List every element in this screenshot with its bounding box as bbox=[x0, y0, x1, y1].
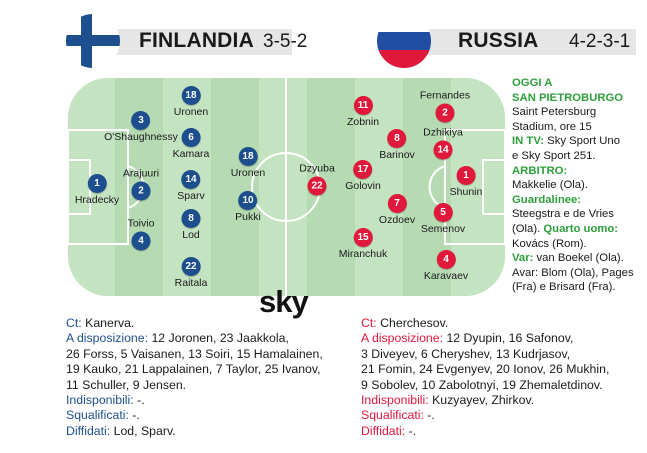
player-name: Dzyuba bbox=[299, 162, 335, 175]
away-disp-line-2: 3 Diveyev, 6 Cheryshev, 13 Kudrjasov, bbox=[361, 346, 571, 361]
player-number: 8 bbox=[387, 129, 406, 148]
ct-value: Cherchesov. bbox=[376, 316, 449, 330]
guardalinee-line-2 bbox=[512, 222, 644, 237]
player-number: 1 bbox=[456, 166, 475, 185]
squal-label: Squalificati: bbox=[361, 408, 424, 423]
player-number: 10 bbox=[239, 191, 258, 210]
oggi-label: OGGI A bbox=[512, 77, 553, 89]
away-player bbox=[379, 129, 415, 161]
away-diff-line bbox=[361, 424, 609, 439]
player-number: 22 bbox=[308, 177, 327, 196]
away-player bbox=[423, 126, 463, 160]
oggi-city: SAN PIETROBURGO bbox=[512, 91, 624, 104]
indisp-value: Kuzyayev, Zhirkov. bbox=[428, 393, 535, 408]
home-player bbox=[75, 174, 119, 206]
away-squal-line bbox=[361, 408, 609, 423]
squal-value: -. bbox=[423, 408, 435, 423]
player-name: Barinov bbox=[379, 149, 415, 161]
diff-value: Lod, Sparv. bbox=[110, 423, 176, 438]
finland-flag-icon bbox=[66, 14, 120, 68]
player-number: 2 bbox=[436, 104, 455, 123]
var-line bbox=[512, 251, 644, 266]
away-player bbox=[421, 203, 465, 235]
player-number: 14 bbox=[182, 170, 201, 189]
venue-line-2: Stadium, ore 15 bbox=[512, 120, 592, 133]
home-squal-line bbox=[66, 408, 323, 423]
away-disp-line-3: 21 Fomin, 24 Evgenyev, 20 Ionov, 26 Mukhin, bbox=[361, 362, 610, 377]
home-disp-line-4: 11 Schuller, 9 Jensen. bbox=[66, 377, 187, 392]
home-player bbox=[235, 191, 261, 223]
indisp-label: Indisponibili: bbox=[66, 393, 134, 408]
home-player bbox=[173, 128, 210, 160]
away-player bbox=[450, 166, 483, 198]
player-name: Uronen bbox=[173, 106, 209, 118]
player-number: 18 bbox=[238, 147, 257, 166]
player-number: 1 bbox=[87, 174, 106, 193]
quarto-uomo-label: Quarto uomo: bbox=[543, 222, 619, 235]
home-squad-info bbox=[66, 316, 323, 439]
indisp-value: -. bbox=[133, 393, 145, 408]
player-number: 4 bbox=[132, 232, 151, 251]
tv-channel: Sky Sport Uno bbox=[544, 135, 620, 148]
away-team-name: RUSSIA bbox=[458, 29, 539, 52]
away-player bbox=[345, 160, 381, 192]
avar-line-1: Avar: Blom (Ola), Pages bbox=[512, 266, 634, 279]
home-player bbox=[177, 170, 204, 202]
home-diff-line bbox=[66, 424, 323, 439]
player-number: 7 bbox=[388, 194, 407, 213]
ct-label: Ct: bbox=[361, 316, 377, 330]
player-name: Dzhikiya bbox=[423, 126, 463, 139]
player-name: Pukki bbox=[235, 211, 261, 223]
home-player bbox=[182, 209, 201, 241]
guardalinee-label: Guardalinee: bbox=[512, 193, 582, 206]
away-disp-line bbox=[361, 331, 609, 346]
away-player bbox=[347, 96, 379, 128]
venue-line-1: Saint Petersburg bbox=[512, 106, 597, 119]
away-squad-info bbox=[361, 316, 609, 439]
home-player bbox=[175, 257, 208, 289]
player-name: Semenov bbox=[420, 223, 466, 235]
home-ct-line bbox=[66, 316, 323, 331]
player-name: Hradecky bbox=[74, 194, 120, 206]
player-name: Toivio bbox=[127, 217, 155, 230]
match-info bbox=[512, 76, 644, 295]
quarto-uomo-value: Kovács (Rom). bbox=[512, 237, 587, 250]
disp-value: 12 Joronen, 23 Jaakkola, bbox=[148, 331, 289, 346]
away-disp-line-4: 9 Sobolev, 10 Zabolotnyi, 19 Zhemaletdinov. bbox=[361, 377, 603, 392]
player-number: 4 bbox=[436, 250, 455, 269]
player-name: Ozdoev bbox=[378, 214, 416, 226]
home-player bbox=[104, 111, 178, 143]
var-value: van Boekel (Ola). bbox=[533, 252, 624, 265]
player-number: 2 bbox=[132, 182, 151, 201]
away-player bbox=[339, 228, 387, 260]
disp-label: A disposizione: bbox=[361, 331, 444, 346]
player-name: Miranchuk bbox=[338, 248, 388, 260]
diff-value: -. bbox=[405, 423, 417, 438]
player-name: Zobnin bbox=[346, 116, 380, 128]
player-name: Golovin bbox=[345, 180, 381, 192]
player-number: 17 bbox=[353, 160, 372, 179]
player-name: Raitala bbox=[174, 277, 208, 289]
home-player bbox=[127, 217, 155, 251]
tv-line bbox=[512, 134, 644, 149]
indisp-label: Indisponibili: bbox=[361, 393, 429, 408]
away-player bbox=[379, 194, 415, 226]
ct-value: Kanerva. bbox=[81, 316, 135, 330]
player-number: 18 bbox=[181, 86, 200, 105]
player-number: 8 bbox=[182, 209, 201, 228]
away-ct-line bbox=[361, 316, 609, 331]
home-player bbox=[174, 86, 208, 118]
arbitro-label: ARBITRO: bbox=[512, 164, 568, 177]
home-team-name: FINLANDIA bbox=[139, 29, 254, 52]
away-player bbox=[424, 250, 468, 282]
arbitro-value: Makkelie (Ola). bbox=[512, 179, 588, 192]
player-number: 3 bbox=[132, 111, 151, 130]
player-name: Lod bbox=[182, 229, 200, 241]
player-number: 14 bbox=[434, 141, 453, 160]
home-player bbox=[231, 147, 265, 179]
guardalinee-line-2-text: (Ola). bbox=[512, 222, 541, 235]
away-formation: 4-2-3-1 bbox=[569, 31, 631, 52]
player-number: 22 bbox=[182, 257, 201, 276]
disp-label: A disposizione: bbox=[66, 331, 149, 346]
player-name: Shunin bbox=[449, 186, 483, 198]
home-disp-line-3: 19 Kauko, 21 Lappalainen, 7 Taylor, 25 Ivanov, bbox=[66, 362, 321, 377]
home-formation: 3-5-2 bbox=[263, 31, 308, 52]
player-name: Kamara bbox=[172, 148, 210, 160]
diff-label: Diffidati: bbox=[361, 423, 406, 438]
home-indisp-line bbox=[66, 393, 323, 408]
away-player bbox=[419, 89, 471, 123]
tv-line-2: e Sky Sport 251. bbox=[512, 149, 596, 162]
player-name: O'Shaughnessy bbox=[104, 131, 178, 143]
home-disp-line bbox=[66, 331, 323, 346]
player-name: Sparv bbox=[177, 190, 205, 202]
ct-label: Ct: bbox=[66, 316, 82, 330]
away-player bbox=[299, 162, 335, 196]
player-name: Karavaev bbox=[423, 270, 469, 282]
player-name: Uronen bbox=[230, 167, 266, 179]
tv-label: IN TV: bbox=[512, 135, 545, 148]
squal-value: -. bbox=[128, 408, 140, 423]
player-number: 15 bbox=[354, 228, 373, 247]
avar-line-2: (Fra) e Brisard (Fra). bbox=[512, 281, 616, 294]
guardalinee-line-1: Steegstra e de Vries bbox=[512, 208, 614, 221]
away-indisp-line bbox=[361, 393, 609, 408]
home-player bbox=[122, 167, 160, 201]
player-name: Fernandes bbox=[419, 89, 471, 102]
player-number: 5 bbox=[433, 203, 452, 222]
russia-flag-icon bbox=[377, 14, 431, 68]
player-name: Arajuuri bbox=[122, 167, 160, 180]
player-number: 6 bbox=[181, 128, 200, 147]
player-number: 11 bbox=[353, 96, 372, 115]
sky-logo: sky bbox=[259, 284, 308, 319]
var-label: Var: bbox=[512, 252, 534, 265]
home-disp-line-2: 26 Forss, 5 Vaisanen, 13 Soiri, 15 Hamalainen, bbox=[66, 346, 323, 361]
diff-label: Diffidati: bbox=[66, 423, 111, 438]
squal-label: Squalificati: bbox=[66, 408, 129, 423]
disp-value: 12 Dyupin, 16 Safonov, bbox=[443, 331, 574, 346]
